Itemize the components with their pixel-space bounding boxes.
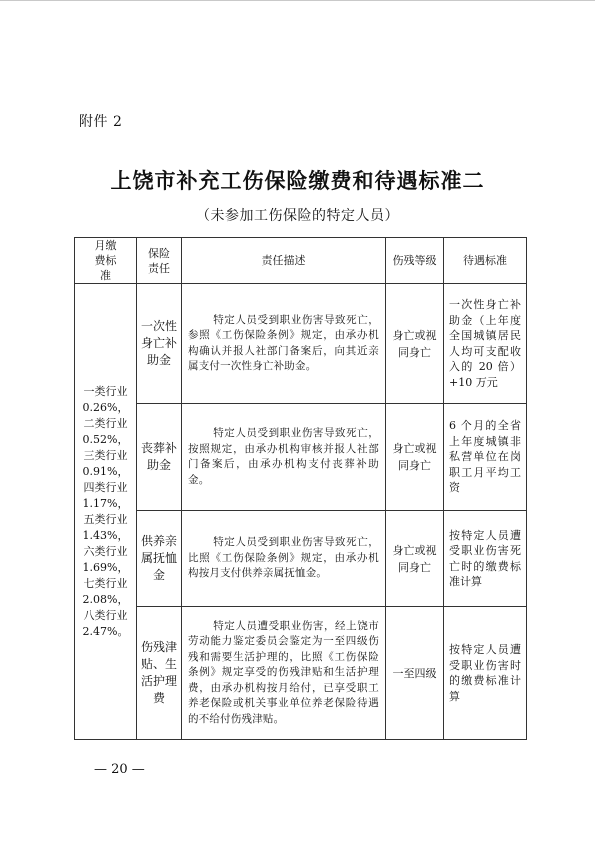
table-row xyxy=(75,607,527,740)
monthly-rate-text: 一类行业 0.26%，二类行业 0.52%，三类行业 0.91%，四类行业 1.17%，五类行业 1.43%，六类行业 1.69%，七类行业 2.08%，八类行业 2.47%。 xyxy=(82,384,129,638)
table-row xyxy=(75,284,527,404)
treatment-cell: 6 个月的全省上年度城镇非私营单位在岗职工月平均工资 xyxy=(444,404,527,511)
document-subtitle: （未参加工伤保险的特定人员） xyxy=(196,208,399,224)
table-row xyxy=(75,404,527,511)
header-rate: 月缴费标准 xyxy=(75,238,137,284)
desc-cell: 特定人员受到职业伤害导致死亡，比照《工伤保险条例》规定，由承办机构按月支付供养亲属抚恤金。 xyxy=(182,511,386,607)
monthly-rate-cell xyxy=(75,284,137,740)
header-level: 伤残等级 xyxy=(386,238,444,284)
header-desc: 责任描述 xyxy=(182,238,386,284)
level-cell: 一至四级 xyxy=(386,607,444,740)
item-cell: 一次性身亡补助金 xyxy=(137,284,182,404)
desc-cell: 特定人员受到职业伤害导致死亡，按照规定，由承办机构审核并报人社部门备案后，由承办机构支付丧葬补助金。 xyxy=(182,404,386,511)
header-item: 保险责任 xyxy=(137,238,182,284)
level-cell: 身亡或视同身亡 xyxy=(386,404,444,511)
level-cell: 身亡或视同身亡 xyxy=(386,511,444,607)
desc-cell: 特定人员受到职业伤害导致死亡，参照《工伤保险条例》规定，由承办机构确认并报人社部门备案后，向其近亲属支付一次性身亡补助金。 xyxy=(182,284,386,404)
page-number: — 20 — xyxy=(94,762,145,777)
treatment-cell: 按特定人员遭受职业伤害死亡时的缴费标准计算 xyxy=(444,511,527,607)
item-cell: 丧葬补助金 xyxy=(137,404,182,511)
attachment-label: 附件 2 xyxy=(79,114,123,130)
treatment-cell: 一次性身亡补助金（上年度全国城镇居民人均可支配收入的 20 倍）+10 万元 xyxy=(444,284,527,404)
document-title: 上饶市补充工伤保险缴费和待遇标准二 xyxy=(110,168,485,193)
item-cell: 供养亲属抚恤金 xyxy=(137,511,182,607)
treatment-cell: 按特定人员遭受职业伤害时的缴费标准计算 xyxy=(444,607,527,740)
level-cell: 身亡或视同身亡 xyxy=(386,284,444,404)
page-top-rule xyxy=(0,0,595,1)
item-cell: 伤残津贴、生活护理费 xyxy=(137,607,182,740)
standards-table xyxy=(74,237,527,740)
table-header-row xyxy=(75,238,527,284)
desc-cell: 特定人员遭受职业伤害，经上饶市劳动能力鉴定委员会鉴定为一至四级伤残和需要生活护理的，比照《工伤保险条例》规定享受的伤残津贴和生活护理费，由承办机构按月给付，已享受职工养老保险或机关事业单位养老保险待遇的不给付伤残津贴。 xyxy=(182,607,386,740)
header-treat: 待遇标准 xyxy=(444,238,527,284)
table-row xyxy=(75,511,527,607)
